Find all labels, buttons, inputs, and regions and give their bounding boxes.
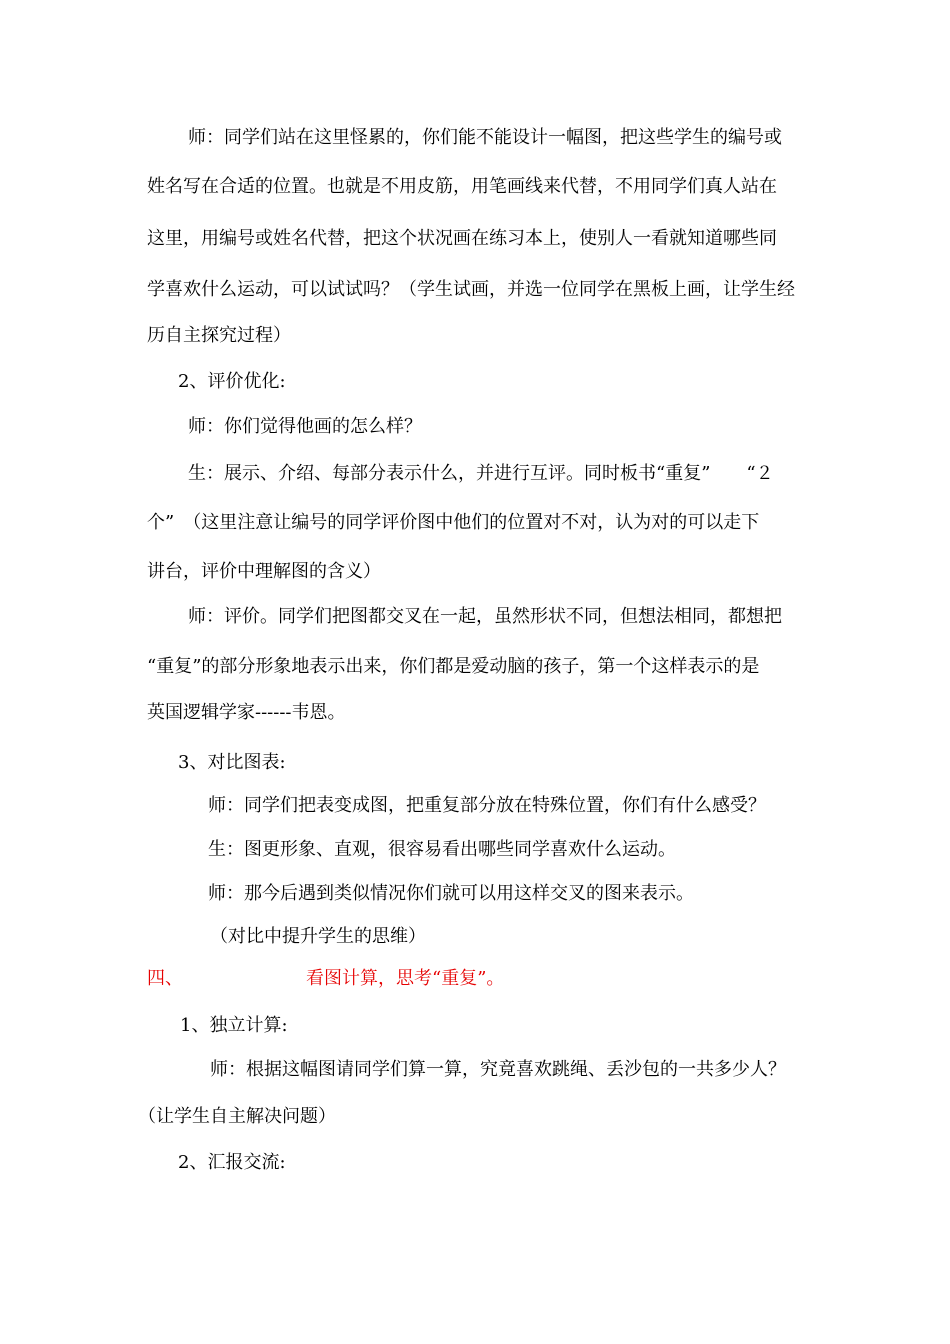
paragraph-line: （对比中提升学生的思维） [210, 926, 426, 947]
subheading-report: 2、汇报交流: [178, 1152, 286, 1173]
paragraph-line: 这里，用编号或姓名代替，把这个状况画在练习本上，使别人一看就知道哪些同 [147, 228, 777, 249]
paragraph-line: 师：你们觉得他画的怎么样？ [188, 416, 422, 437]
subheading-evaluate: 2、评价优化: [178, 371, 286, 392]
paragraph-line: 师：同学们把表变成图，把重复部分放在特殊位置，你们有什么感受？ [208, 795, 766, 816]
paragraph-line: 师：评价。同学们把图都交叉在一起，虽然形状不同，但想法相同，都想把 [188, 606, 782, 627]
paragraph-line: 讲台，评价中理解图的含义） [147, 561, 381, 582]
section-title: 看图计算，思考“重复”。 [306, 968, 505, 989]
paragraph-line: 学喜欢什么运动，可以试试吗？（学生试画，并选一位同学在黑板上画，让学生经 [147, 279, 795, 300]
paragraph-line: 师：同学们站在这里怪累的，你们能不能设计一幅图，把这些学生的编号或 [188, 127, 782, 148]
paragraph-line: 生：图更形象、直观，很容易看出哪些同学喜欢什么运动。 [208, 839, 676, 860]
paragraph-line: “重复”的部分形象地表示出来，你们都是爱动脑的孩子，第一个这样表示的是 [147, 656, 760, 677]
paragraph-line: （让学生自主解决问题） [138, 1106, 336, 1127]
paragraph-line: 生：展示、介绍、每部分表示什么，并进行互评。同时板书“重复” “２ [188, 463, 774, 484]
paragraph-line: 个” （这里注意让编号的同学评价图中他们的位置对不对，认为对的可以走下 [147, 512, 760, 533]
subheading-independent-calc: 1、独立计算: [180, 1015, 288, 1036]
paragraph-line: 历自主探究过程） [147, 325, 291, 346]
section-four-heading [0, 968, 950, 992]
paragraph-line: 师：那今后遇到类似情况你们就可以用这样交叉的图来表示。 [208, 883, 694, 904]
paragraph-line: 英国逻辑学家------韦恩。 [147, 702, 346, 723]
paragraph-line: 师：根据这幅图请同学们算一算，究竟喜欢跳绳、丢沙包的一共多少人？ [210, 1059, 786, 1080]
paragraph-line: 姓名写在合适的位置。也就是不用皮筋，用笔画线来代替，不用同学们真人站在 [147, 176, 777, 197]
subheading-compare: 3、对比图表: [178, 752, 286, 773]
section-number: 四、 [147, 968, 183, 989]
